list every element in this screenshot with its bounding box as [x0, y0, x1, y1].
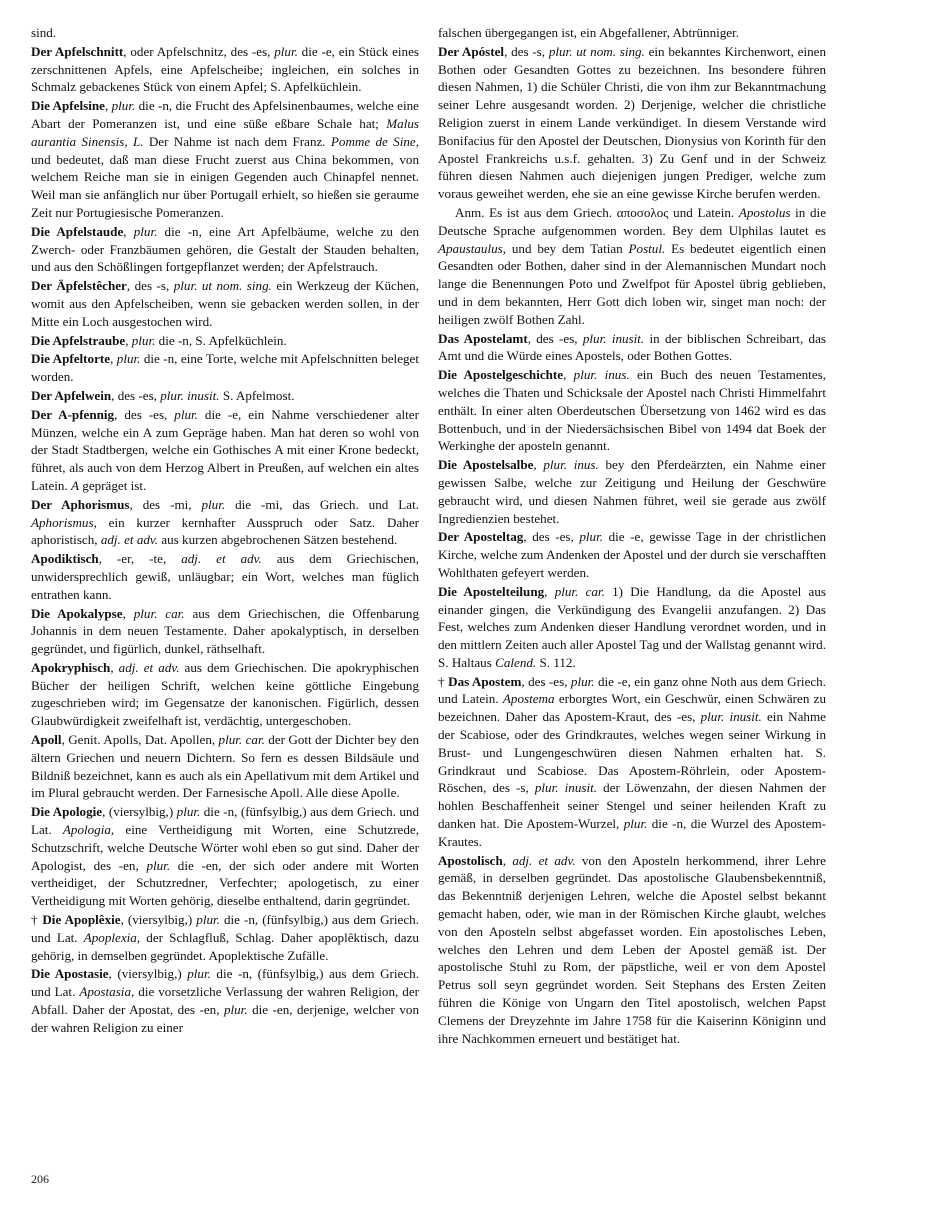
italic-term: adj. et adv.	[100, 532, 159, 548]
italic-term: adj. et adv.	[181, 551, 262, 567]
dictionary-entry: Die Apfelstaude, plur. die -n, eine Art Apfelbäume, welche zu den Zwerch- oder Franzbäumen gehören, die Gestalt der Stauden behalten, und aus den Schößlingen fortgepflanzet werden; der Apfelstrauch.	[31, 223, 419, 275]
italic-term: plur.	[623, 816, 648, 832]
italic-term: plur.	[176, 804, 201, 820]
left-column	[31, 24, 419, 1038]
dictionary-entry: Der Äpfelstêcher, des -s, plur. ut nom. sing. ein Werkzeug der Küchen, womit aus den Apfelscheiben, wenn sie gebacken werden sollen, in der Mitte ein Loch ausgestochen wird.	[31, 278, 420, 329]
dictionary-entry: Der Aphorismus, des -mi, plur. die -mi, das Griech. und Lat. Aphorismus, ein kurzer kernhafter Ausspruch oder Satz. Daher aphoristisch, adj. et adv. aus kurzen abgebrochenen Sätzen bestehend.	[31, 496, 419, 548]
italic-term: plur.	[201, 496, 226, 512]
dictionary-entry: Der A-pfennig, des -es, plur. die -e, ein Nahme verschiedener alter Münzen, welche ein A zum Gepräge haben. Man hat deren so wohl von der Stadt Stadtbergen, welche ein Gothisches A mit einer Krone bedeckt, führet, als auch von dem Herzog Albert in Preußen, auf welchen ein altes Latein. A gepräget ist.	[31, 406, 419, 493]
entry-headword: Die Apostelteilung	[438, 583, 545, 599]
entry-headword: Die Apologie	[31, 804, 103, 820]
entry-headword: Der Aphorismus	[31, 496, 130, 512]
right-column	[438, 24, 826, 1048]
italic-term: Apologia,	[62, 822, 115, 838]
italic-term: plur.	[174, 406, 198, 422]
italic-term: Calend.	[495, 654, 537, 670]
italic-term: plur. car.	[133, 605, 185, 621]
dictionary-entry: † Die Apoplêxie, (viersylbig,) plur. die -n, (fünfsylbig,) aus dem Griech. und Lat. Apoplexia, der Schlagfluß, Schlag. Daher apoplêktisch, dazu gehörig, in demselben gegründet. Apoplektische Zufälle.	[31, 912, 419, 963]
italic-term: adj. et adv.	[118, 659, 180, 675]
entry-headword: Die Apostasie	[31, 966, 109, 982]
dictionary-entry: Apostolisch, adj. et adv. von den Aposteln herkommend, ihrer Lehre gemäß, in derselben gegründet. Das apostolische Glaubensbekenntniß, das Bekenntniß derjenigen Lehren, welche die Apostel selbst bekannt gemacht haben, oder, wie man in der Römischen Kirche glaubt, welches von den Aposteln selbst abgefasset worden. Ein apostolisches Leben, welches den Lehren und dem Leben der Apostel gemäß ist. Der apostolische Stuhl zu Rom, der päpstliche, weil er von dem Apostel Petrus soll seyn gegründet worden. Seit Stephans des Ersten Zeiten führen die Könige von Ungarn den Titel apostolisch, welchen Papst Clemens der Dreyzehnte im Jahre 1758 für die Kaiserinn Königinn und ihre Nachkommen erneuert und bestätiget hat.	[438, 852, 826, 1046]
italic-term: plur.	[116, 351, 141, 367]
italic-term: A	[71, 477, 79, 493]
italic-term: plur. car.	[218, 732, 265, 748]
italic-term: plur. car.	[554, 583, 605, 599]
dictionary-entry: Die Apostelsalbe, plur. inus. bey den Pferdeärzten, ein Nahme einer gewissen Salbe, welche zur Zeitigung und Heilung der Geschwüre gebraucht wird, und diesen Nahmen führet, weil sie gerade aus zwölf Ingredienzien bestehet.	[438, 457, 827, 526]
italic-term: Apostema	[502, 691, 555, 707]
dictionary-entry: Der Apóstel, des -s, plur. ut nom. sing. ein bekanntes Kirchenwort, einen Bothen oder Gesandten Gottes zu bezeichnen. Ins besondere führen diesen Nahmen, 1) die Schüler Christi, die von ihm zur Bekanntmachung seiner Lehre ausgesandt worden. 2) Derjenige, welcher die christliche Religion zuerst in einem Lande verkündiget. In diesem Verstande wird Bonifacius für den Apostel der Deutschen, Dionysius von Korinth für den Apostel Frankreichs u.s.f. gehalten. 3) Zu Genf und in der Schweiz führen diesen Nahmen auch diejenigen jungen Prediger, welche zum voraus geweihet werden, ehe sie an eine gewisse Kirche berufen werden.	[438, 43, 827, 202]
entry-headword: Apodiktisch	[31, 551, 99, 567]
italic-term: adj. et adv.	[512, 852, 576, 868]
entry-headword: Der Äpfelstêcher	[31, 278, 127, 294]
dictionary-entry: Der Apfelschnitt, oder Apfelschnitz, des -es, plur. die -e, ein Stück eines zerschnittenen Apfels, eine Apfelscheibe; ingleichen, ein solches in Schmalz gebackenes Stück von einem Apfel; S. Apfelküchlein.	[31, 43, 419, 95]
italic-term: plur.	[111, 98, 136, 114]
entry-headword: Die Apoplêxie	[42, 912, 121, 928]
dictionary-entry: † Das Apostem, des -es, plur. die -e, ein ganz ohne Noth aus dem Griech. und Latein. Apostema erborgtes Wort, ein Geschwür, einen Schwären zu bezeichnen. Daher das Apostem-Kraut, des -es, plur. inusit. ein Nahme der Scabiose, oder des Grindkrautes, welches wegen seiner Wirkung in Brust- und Lungengeschwüren diesen Nahmen erhalten hat. S. Grindkraut und Scabiose. Das Apostem-Röhrlein, oder Apostem-Röschen, des -s, plur. inusit. der Löwenzahn, der diesen Nahmen der hohlen Beschaffenheit seiner Stengel und seiner heilenden Kraft zu danken hat. Die Apostem-Wurzel, plur. die -n, die Wurzel des Apostem-Krautes.	[438, 673, 827, 849]
italic-term: Postul.	[628, 240, 666, 256]
italic-term: plur. ut nom. sing.	[173, 278, 272, 294]
italic-term: Apostasia,	[79, 984, 135, 1000]
entry-headword: Die Apokalypse	[31, 605, 123, 621]
entry-headword: Der A-pfennig	[31, 406, 115, 422]
dictionary-entry: Apodiktisch, -er, -te, adj. et adv. aus dem Griechischen, unwidersprechlich gewiß, unläugbar; ein Wort, welches man füglich entrathen kann.	[31, 551, 419, 602]
italic-term: Apostolus	[738, 204, 791, 220]
dictionary-entry: Der Apfelwein, des -es, plur. inusit. S. Apfelmost.	[31, 387, 295, 403]
italic-term: Aphorismus,	[31, 514, 97, 530]
italic-term: plur. inusit.	[582, 330, 645, 346]
dictionary-entry: Die Apostelteilung, plur. car. 1) Die Handlung, da die Apostel aus einander gingen, die Verkündigung des Evangelii anzufangen. 2) Das Fest, welches zum Andenken dieser Handlung verordnet worden, und in den mittlern Zeiten auch aller Apostel Tag und der Wallstag genannt wird. S. Haltaus Calend. S. 112.	[438, 583, 826, 670]
dictionary-entry: Die Apokalypse, plur. car. aus dem Griechischen, die Offenbarung Johannis in dem neuen Testamente. Daher apokalyptisch, in derselben gegründet, und figürlich, dunkel, räthselhaft.	[31, 605, 420, 657]
entry-headword: Der Apóstel	[438, 43, 505, 59]
entry-headword: Der Aposteltag	[438, 529, 524, 545]
dagger-mark: †	[438, 673, 449, 689]
dictionary-entry: Die Apologie, (viersylbig,) plur. die -n, (fünfsylbig,) aus dem Griech. und Lat. Apologia, eine Vertheidigung mit Worten, eine Schutzrede, Schutzschrift, welche Deutsche Wörter wohl eben so gut sind. Daher der Apologist, des -en, plur. die -en, der sich oder andere mit Worten vertheidiget, der Schutzredner, Verfechter; apologetisch, zu einer Vertheidigung mit Worten gehörig, dieselbe enthaltend, darin gegründet.	[31, 804, 419, 909]
entry-headword: Die Apfelsine	[31, 98, 105, 114]
italic-term: plur. inusit.	[534, 780, 598, 796]
italic-term: plur. inus.	[573, 367, 630, 383]
dictionary-entry: Die Apostasie, (viersylbig,) plur. die -n, (fünfsylbig,) aus dem Griech. und Lat. Apostasia, die vorsetzliche Verlassung der wahren Religion, der Abfall. Daher der Apostat, des -en, plur. die -en, derjenige, welcher von der wahren Religion zu einer	[31, 966, 419, 1035]
entry-headword: Die Apostelsalbe	[438, 457, 534, 473]
italic-term: Apaustaulus,	[438, 240, 507, 256]
dictionary-entry: Apoll, Genit. Apolls, Dat. Apollen, plur. car. der Gott der Dichter bey den ältern Griechen und neuern Dichtern. So fern es dessen Bildsäule und Bildniß bezeichnet, kann es auch als ein Apellativum mit dem Artikel und im Plural gebraucht werden. Der Farnesische Apoll. Alle diese Apolle.	[31, 732, 420, 801]
entry-headword: Apoll	[31, 732, 62, 748]
entry-headword: Der Apfelwein	[31, 387, 112, 403]
italic-term: plur. inus.	[543, 457, 599, 473]
entry-headword: Die Apostelgeschichte	[438, 367, 564, 383]
dictionary-entry: Die Apfelstraube, plur. die -n, S. Apfelküchlein.	[31, 332, 287, 348]
italic-term: plur.	[187, 966, 211, 982]
dictionary-entry: Die Apostelgeschichte, plur. inus. ein Buch des neuen Testamentes, welches die Thaten und Schicksale der Apostel nach Christi Himmelfahrt enthält. In einer alten Oberdeutschen Übersetzung von 1462 wird es das Bottenbuch, und in der Niedersächsischen Bibel von 1494 dat Boek der Werkinghe der aposteln genannt.	[438, 367, 826, 454]
italic-term: plur.	[146, 857, 171, 873]
entry-headword: Apokryphisch	[31, 659, 111, 675]
italic-term: plur.	[274, 43, 298, 59]
italic-term: plur. inusit.	[700, 709, 762, 725]
dictionary-entry: sind.	[31, 25, 57, 40]
entry-headword: Das Apostelamt	[438, 330, 528, 346]
dictionary-entry: falschen übergegangen ist, ein Abgefallener, Abtrünniger.	[438, 25, 740, 40]
entry-headword: Die Apfelstaude	[31, 223, 124, 239]
entry-headword: Das Apostem	[448, 673, 522, 689]
italic-term: plur. inusit.	[160, 387, 220, 403]
entry-headword: Apostolisch	[438, 852, 503, 868]
dictionary-entry: Der Aposteltag, des -es, plur. die -e, gewisse Tage in der christlichen Kirche, welche zum Andenken der Apostel und der durch sie verschafften Wohlthaten gefeyert werden.	[438, 529, 826, 580]
italic-term: plur.	[196, 912, 220, 928]
italic-term: Pomme de Sine,	[330, 133, 419, 149]
annotation-paragraph: Anm. Es ist aus dem Griech. αποσολος und Latein. Apostolus in die Deutsche Sprache aufgenommen worden. Bey dem Ulphilas lautet es Apaustaulus, und bey dem Tatian Postul. Es bedeutet eigentlich einen Gesandten oder Bothen, daher sind in der Alemannischen Mundart noch lange die Benennungen Poto und Zwelfpot für Apostel übrig geblieben, und in dem bekannten, Herr Gott dich loben wir, singet man noch: der heiligen zwölf Bothen Zahl.	[438, 204, 827, 327]
dictionary-entry: Das Apostelamt, des -es, plur. inusit. in der biblischen Schreibart, das Amt und die Würde eines Apostels, oder Bothen Gottes.	[438, 330, 826, 364]
italic-term: plur.	[570, 673, 595, 689]
italic-term: Apoplexia,	[83, 929, 141, 945]
page-number: 206	[31, 1172, 49, 1186]
italic-term: plur.	[131, 332, 156, 348]
italic-term: plur.	[133, 223, 158, 239]
dictionary-entry: Die Apfelsine, plur. die -n, die Frucht des Apfelsinenbaumes, welche eine Abart der Pomeranzen ist, und eine süße eßbare Schale hat; Malus aurantia Sinensis, L. Der Nahme ist nach dem Franz. Pomme de Sine, und bedeutet, daß man diese Frucht zuerst aus China bekommen, von welchem Reiche man sie in einigen Gegenden auch Chinapfel nennet. Weil man sie anfänglich nur über Portugall erhielt, so hießen sie geraume Zeit nur Portugiesische Pomeranzen.	[31, 98, 419, 220]
italic-term: plur.	[223, 1002, 248, 1018]
entry-headword: Die Apfelstraube	[31, 332, 126, 348]
italic-term: plur.	[579, 529, 604, 545]
italic-term: Malus aurantia Sinensis, L.	[31, 115, 419, 149]
dictionary-entry: Die Apfeltorte, plur. die -n, eine Torte, welche mit Apfelschnitten beleget worden.	[31, 351, 419, 385]
dagger-mark: †	[31, 912, 43, 928]
dictionary-entry: Apokryphisch, adj. et adv. aus dem Griechischen. Die apokryphischen Bücher der heiligen Schrift, welchen keine göttliche Eingebung zugeschrieben wird; im Gegensatze der kanonischen. Figürlich, dessen Glaubwürdigkeit zweifelhaft ist, verdächtig, untergeschoben.	[31, 659, 419, 729]
entry-headword: Der Apfelschnitt	[31, 43, 124, 59]
italic-term: plur. ut nom. sing.	[548, 43, 645, 59]
entry-headword: Die Apfeltorte	[31, 351, 111, 367]
